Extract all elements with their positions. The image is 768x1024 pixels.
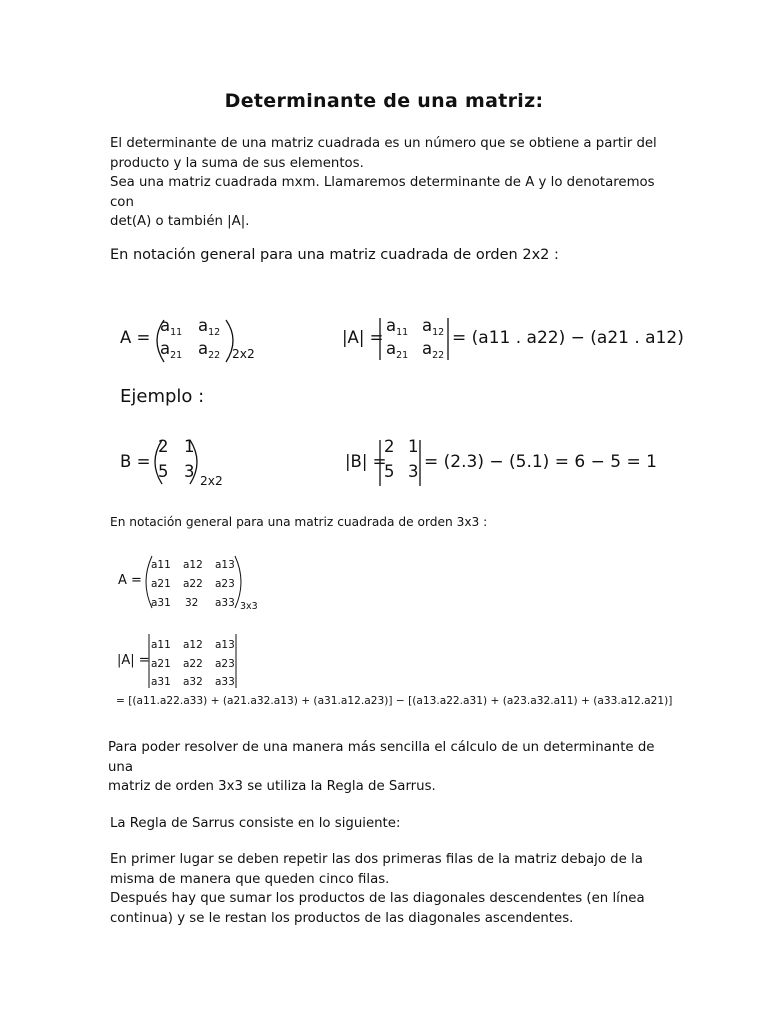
svg-text:a11: $a_{11}$ xyxy=(160,316,183,338)
svg-text:a11: a11 xyxy=(151,639,171,651)
svg-text:a13: a13 xyxy=(215,639,235,651)
svg-text:a22: a22 xyxy=(183,658,203,670)
notation-2x2-heading: En notación general para una matriz cuadrada de orden 2x2 : xyxy=(110,247,559,263)
intro-line: Sea una matriz cuadrada mxm. Llamaremos determinante de A y lo denotaremos xyxy=(110,175,655,190)
sarrus-intro-paragraph xyxy=(108,738,654,797)
svg-text:a22: $a_{22}$ xyxy=(422,339,445,361)
det-b-expansion: = (2.3) − (5.1) = 6 − 5 = 1 xyxy=(424,452,657,472)
sarrus-steps-paragraph xyxy=(110,850,645,928)
svg-text:a21: $a_{21}$ xyxy=(386,339,409,361)
intro-line: producto y la suma de sus elementos. xyxy=(110,155,364,171)
svg-text:a31: a31 xyxy=(151,676,171,688)
intro-line: El determinante de una matriz cuadrada es un número que se obtiene a partir del xyxy=(110,136,657,151)
svg-text:a33: a33 xyxy=(215,597,235,609)
svg-text:2: 2 xyxy=(384,437,395,456)
svg-text:a23: a23 xyxy=(215,658,235,670)
matrix-a-label: A = xyxy=(120,328,151,347)
svg-text:a12: a12 xyxy=(183,639,203,651)
subscript-2x2: 2x2 xyxy=(232,347,255,361)
ejemplo-label: Ejemplo : xyxy=(120,386,205,407)
subscript-2x2: 2x2 xyxy=(200,474,223,488)
svg-text:a21: a21 xyxy=(151,578,171,590)
sarrus-rule-heading: La Regla de Sarrus consiste en lo siguiente: xyxy=(110,816,401,831)
svg-text:1: 1 xyxy=(408,437,419,456)
det-b-label: |B| = xyxy=(345,452,387,471)
det-a-label: |A| = xyxy=(342,328,384,347)
svg-text:a13: a13 xyxy=(215,559,235,571)
svg-text:3: 3 xyxy=(408,462,419,481)
det-a-label: |A| = xyxy=(117,653,150,668)
svg-text:a21: a21 xyxy=(151,658,171,670)
svg-text:a21: $a_{21}$ xyxy=(160,339,183,361)
matrix-a-label: A = xyxy=(118,573,142,588)
sarrus-step-line: misma de manera que queden cinco filas. xyxy=(110,871,390,887)
svg-text:a33: a33 xyxy=(215,676,235,688)
svg-text:a12: a12 xyxy=(183,559,203,571)
notation-3x3-heading: En notación general para una matriz cuadrada de orden 3x3 : xyxy=(110,515,488,529)
svg-text:a12: $a_{12}$ xyxy=(198,316,221,338)
intro-line: det(A) o también |A|. xyxy=(110,214,250,229)
det-2x2-expansion: = (a11 . a22) − (a21 . a12) xyxy=(452,328,684,348)
sarrus-step-line: continua) y se le restan los productos de las diagonales ascendentes. xyxy=(110,910,574,926)
sarrus-step-line: En primer lugar se deben repetir las dos primeras filas de la matriz debajo de la xyxy=(110,852,643,867)
svg-text:a22: $a_{22}$ xyxy=(198,339,221,361)
sarrus-step-line: Después hay que sumar los productos de las diagonales descendentes (en línea xyxy=(110,891,645,906)
svg-text:a11: $a_{11}$ xyxy=(386,316,409,338)
svg-text:32: 32 xyxy=(185,597,199,609)
matrix-b-label: B = xyxy=(120,452,151,471)
sarrus-intro-line: Para poder resolver de una manera más sencilla el cálculo de un determinante de xyxy=(108,740,655,755)
svg-text:a32: a32 xyxy=(183,676,203,688)
svg-text:a22: a22 xyxy=(183,578,203,590)
svg-text:5: 5 xyxy=(384,462,395,481)
svg-text:1: 1 xyxy=(184,437,195,456)
svg-text:a23: a23 xyxy=(215,578,235,590)
det-3x3-expansion: = [(a11.a22.a33) + (a21.a32.a13) + (a31.a12.a23)] − [(a13.a22.a31) + (a23.a32.a11) + (a33.a12.a21)] xyxy=(116,695,673,707)
svg-text:a12: $a_{12}$ xyxy=(422,316,445,338)
sarrus-intro-line: matriz de orden 3x3 se utiliza la Regla de Sarrus. xyxy=(108,779,436,794)
subscript-3x3: 3x3 xyxy=(240,601,258,612)
intro-line: con xyxy=(110,194,134,210)
svg-text:5: 5 xyxy=(158,462,169,481)
svg-text:a11: a11 xyxy=(151,559,171,571)
sarrus-intro-line: una xyxy=(108,759,134,775)
svg-text:2: 2 xyxy=(158,437,169,456)
svg-text:3: 3 xyxy=(184,462,195,481)
page-title: Determinante de una matriz: xyxy=(224,90,544,112)
svg-text:a31: a31 xyxy=(151,597,171,609)
